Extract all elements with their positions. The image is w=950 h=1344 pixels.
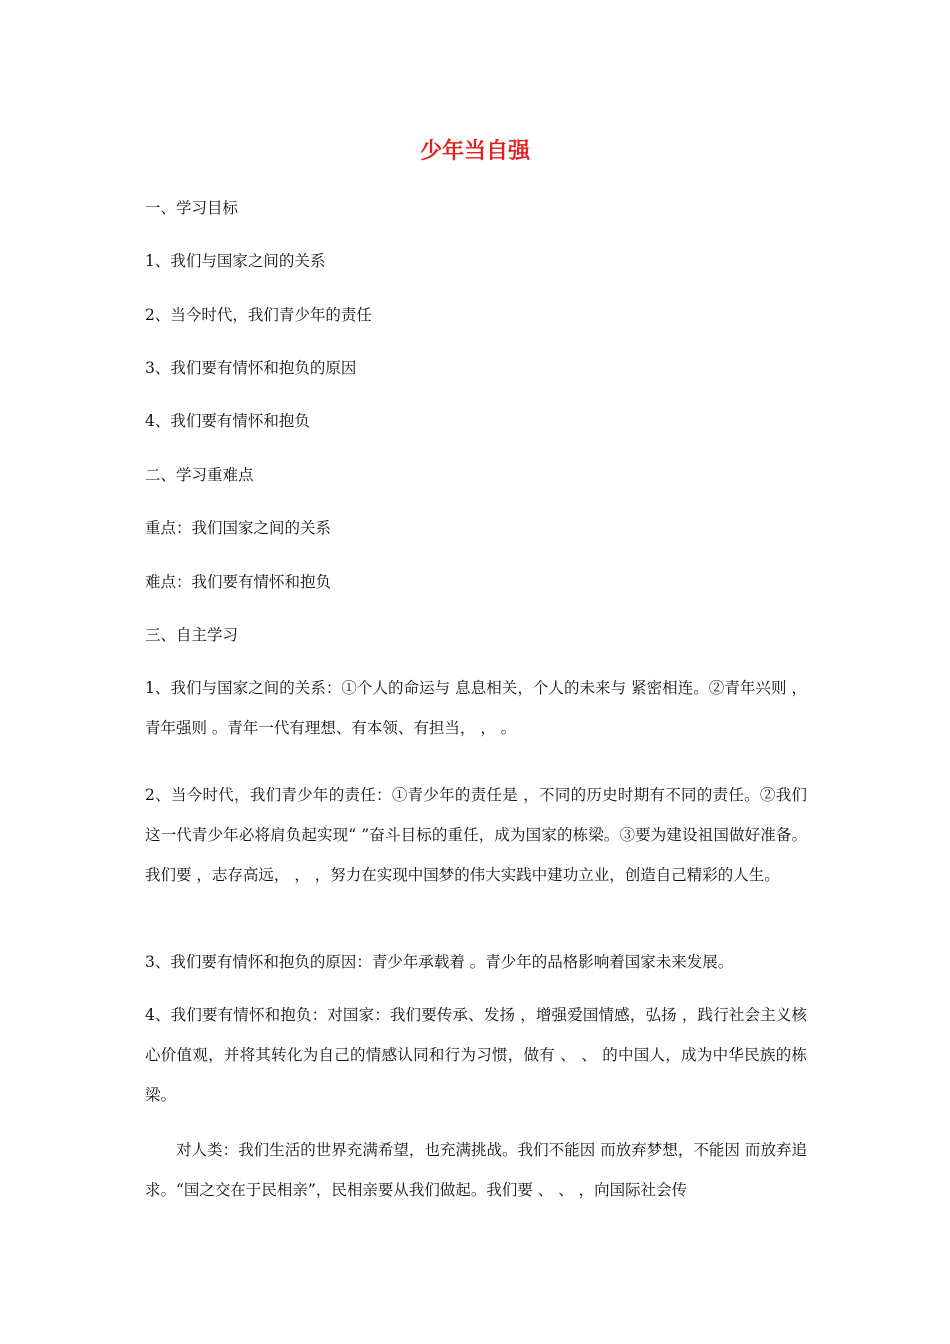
goal-item-4: 4、我们要有情怀和抱负 — [145, 412, 310, 430]
self-study-paragraph-3: 3、我们要有情怀和抱负的原因：青少年承载着 。青少年的品格影响着国家未来发展。 — [145, 953, 734, 971]
self-study-paragraph-5: 对人类：我们生活的世界充满希望，也充满挑战。我们不能因 而放弃梦想，不能因 而放弃追求。“国之交在于民相亲”，民相亲要从我们做起。我们要 、 、 ，向国际社会传 — [145, 1141, 807, 1199]
self-study-paragraph-2: 2、当今时代，我们青少年的责任：①青少年的责任是 ，不同的历史时期有不同的责任。②我们这一代青少年必将肩负起实现“ ”奋斗目标的重任，成为国家的栋梁。③要为建设祖国做好准备。我们要 ，志存高远， ， ，努力在实现中国梦的伟大实践中建功立业，创造自己精彩的人生。 — [145, 786, 807, 884]
key-point: 重点：我们国家之间的关系 — [145, 519, 332, 537]
document-title: 少年当自强 — [419, 139, 530, 164]
self-study-paragraph-1: 1、我们与国家之间的关系：①个人的命运与 息息相关，个人的未来与 紧密相连。②青年兴则 ，青年强则 。青年一代有理想、有本领、有担当， ， 。 — [145, 679, 807, 737]
goal-item-2: 2、当今时代，我们青少年的责任 — [145, 306, 372, 324]
goal-item-1: 1、我们与国家之间的关系 — [145, 252, 326, 270]
goal-item-3: 3、我们要有情怀和抱负的原因 — [145, 359, 357, 377]
difficult-point: 难点：我们要有情怀和抱负 — [145, 573, 332, 591]
section-heading-key-points: 二、学习重难点 — [145, 466, 254, 484]
section-heading-goals: 一、学习目标 — [145, 199, 239, 217]
section-heading-self-study: 三、自主学习 — [145, 626, 239, 644]
self-study-paragraph-4: 4、我们要有情怀和抱负：对国家：我们要传承、发扬 ，增强爱国情感，弘扬 ，践行社会主义核心价值观，并将其转化为自己的情感认同和行为习惯，做有 、 、 的中国人，成为中华民族的栋梁。 — [145, 1006, 807, 1104]
